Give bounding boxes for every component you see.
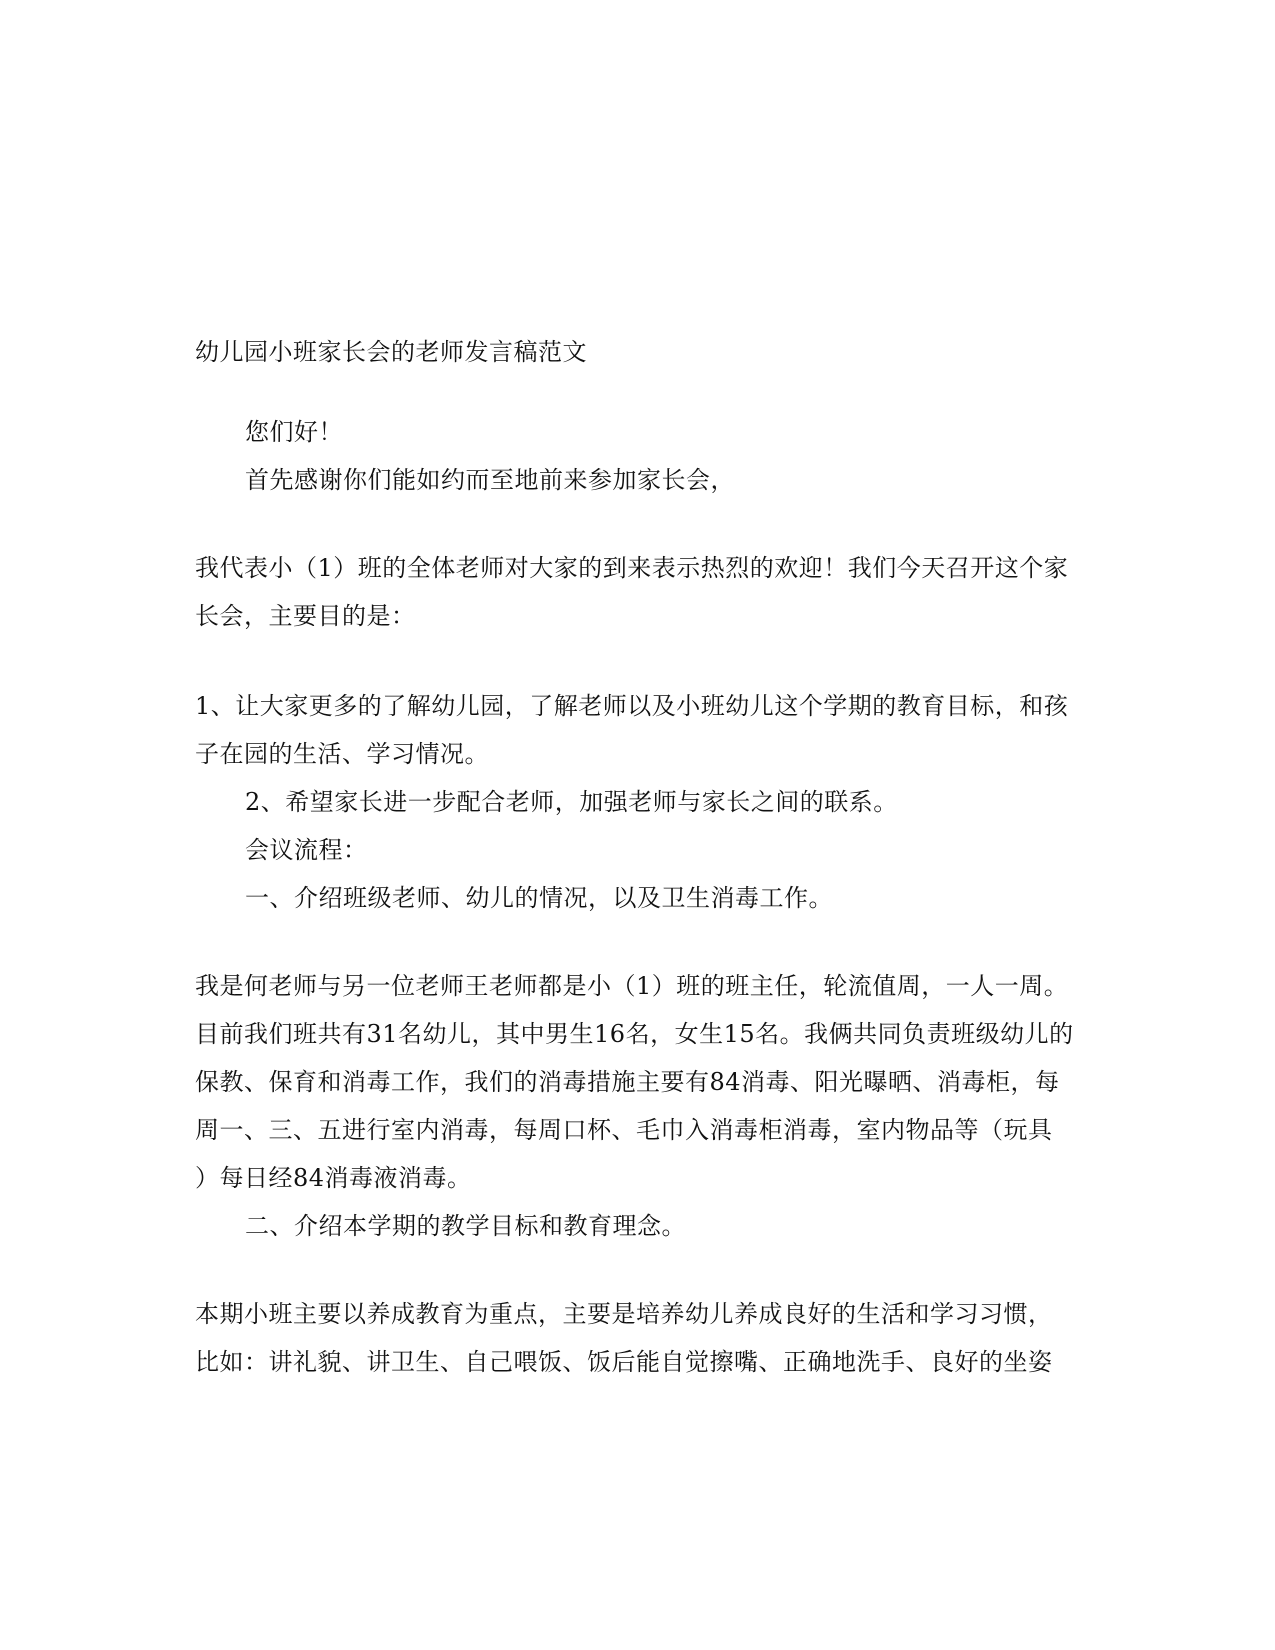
meeting-flow-heading: 会议流程： bbox=[245, 836, 368, 864]
welcome-line-2: 长会，主要目的是： bbox=[195, 602, 416, 630]
welcome-line-1: 我代表小（1）班的全体老师对大家的到来表示热烈的欢迎！我们今天召开这个家 bbox=[195, 554, 1069, 582]
section-1-paragraph-line-2: 目前我们班共有31名幼儿，其中男生16名，女生15名。我俩共同负责班级幼儿的 bbox=[195, 1020, 1074, 1048]
section-2-paragraph-line-2: 比如：讲礼貌、讲卫生、自己喂饭、饭后能自觉擦嘴、正确地洗手、良好的坐姿 bbox=[195, 1348, 1053, 1376]
section-2-paragraph-line-1: 本期小班主要以养成教育为重点，主要是培养幼儿养成良好的生活和学习习惯， bbox=[195, 1300, 1053, 1328]
greeting-line: 您们好！ bbox=[245, 418, 343, 446]
section-1-paragraph-line-3: 保教、保育和消毒工作，我们的消毒措施主要有84消毒、阳光曝晒、消毒柜，每 bbox=[195, 1068, 1060, 1096]
section-2-heading: 二、介绍本学期的教学目标和教育理念。 bbox=[245, 1212, 686, 1240]
section-1-paragraph-line-1: 我是何老师与另一位老师王老师都是小（1）班的班主任，轮流值周，一人一周。 bbox=[195, 972, 1069, 1000]
purpose-item-2: 2、希望家长进一步配合老师，加强老师与家长之间的联系。 bbox=[245, 788, 898, 816]
document-title: 幼儿园小班家长会的老师发言稿范文 bbox=[195, 338, 587, 366]
purpose-item-1-line-1: 1、让大家更多的了解幼儿园，了解老师以及小班幼儿这个学期的教育目标，和孩 bbox=[195, 692, 1069, 720]
section-1-paragraph-line-4: 周一、三、五进行室内消毒，每周口杯、毛巾入消毒柜消毒，室内物品等（玩具 bbox=[195, 1116, 1053, 1144]
purpose-item-1-line-2: 子在园的生活、学习情况。 bbox=[195, 740, 489, 768]
section-1-paragraph-line-5: ）每日经84消毒液消毒。 bbox=[195, 1164, 472, 1192]
thanks-line: 首先感谢你们能如约而至地前来参加家长会， bbox=[245, 466, 735, 494]
section-1-heading: 一、介绍班级老师、幼儿的情况，以及卫生消毒工作。 bbox=[245, 884, 833, 912]
